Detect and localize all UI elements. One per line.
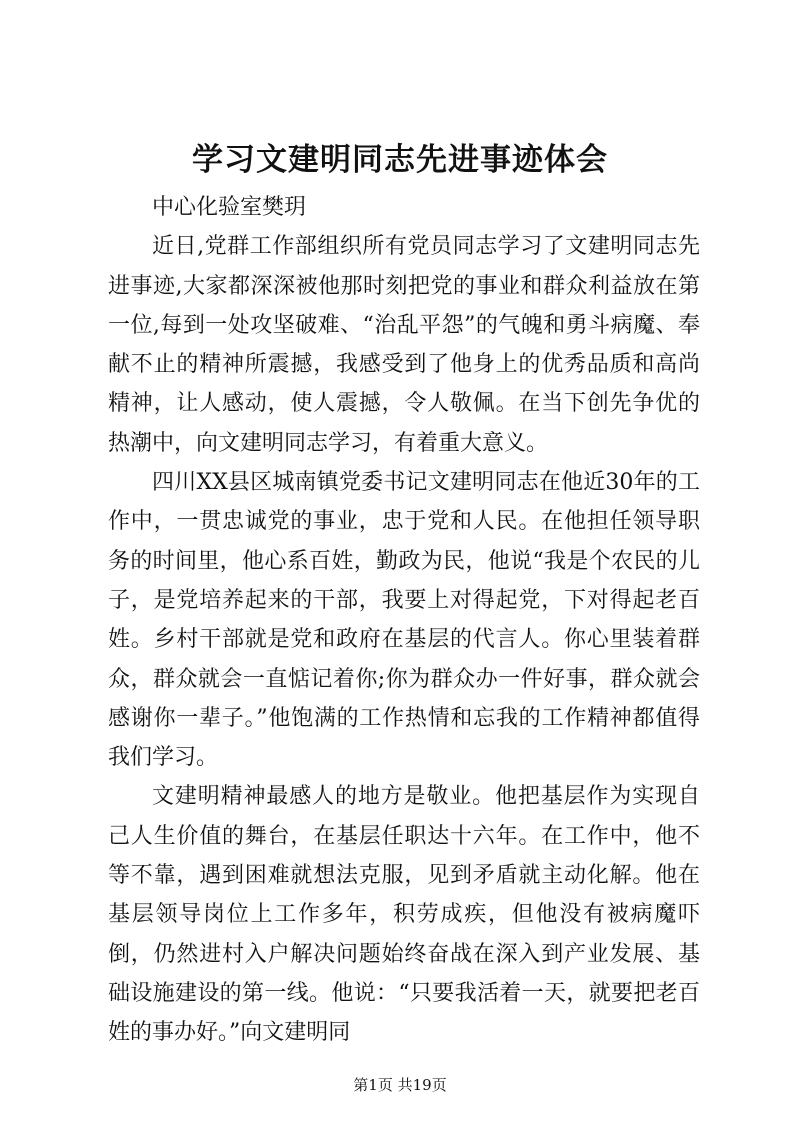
paragraph-3: 文建明精神最感人的地方是敬业。他把基层作为实现自己人生价值的舞台，在基层任职达十六年。在工作中，他不等不靠，遇到困难就想法克服，见到矛盾就主动化解。他在基层领导岗位上工作多年，积劳成疾，但他没有被病魔吓倒，仍然进村入户解决问题始终奋战在深入到产业发展、基础设施建设的第一线。他说：“只要我活着一天，就要把老百姓的事办好。”向文建明同 [108,784,700,1046]
author-line: 中心化验室樊玥 [152,195,307,220]
document-body [108,188,700,1053]
paragraph-1: 近日,党群工作部组织所有党员同志学习了文建明同志先进事迹,大家都深深被他那时刻把党的事业和群众利益放在第一位,每到一处攻坚破难、“治乱平怨”的气魄和勇斗病魔、奉献不止的精神所震撼，我感受到了他身上的优秀品质和高尚精神，让人感动，使人震撼，令人敬佩。在当下创先争优的热潮中，向文建明同志学习，有着重大意义。 [108,234,700,456]
document-title: 学习文建明同志先进事迹体会 [192,142,608,178]
page-footer: 第1页 共19页 [353,1076,447,1094]
paragraph-2: 四川XX县区城南镇党委书记文建明同志在他近30年的工作中，一贯忠诚党的事业，忠于党和人民。在他担任领导职务的时间里，他心系百姓，勤政为民，他说“我是个农民的儿子，是党培养起来的干部，我要上对得起党，下对得起老百姓。乡村干部就是党和政府在基层的代言人。你心里装着群众，群众就会一直惦记着你;你为群众办一件好事，群众就会感谢你一辈子。”他饱满的工作热情和忘我的工作精神都值得我们学习。 [108,470,700,771]
